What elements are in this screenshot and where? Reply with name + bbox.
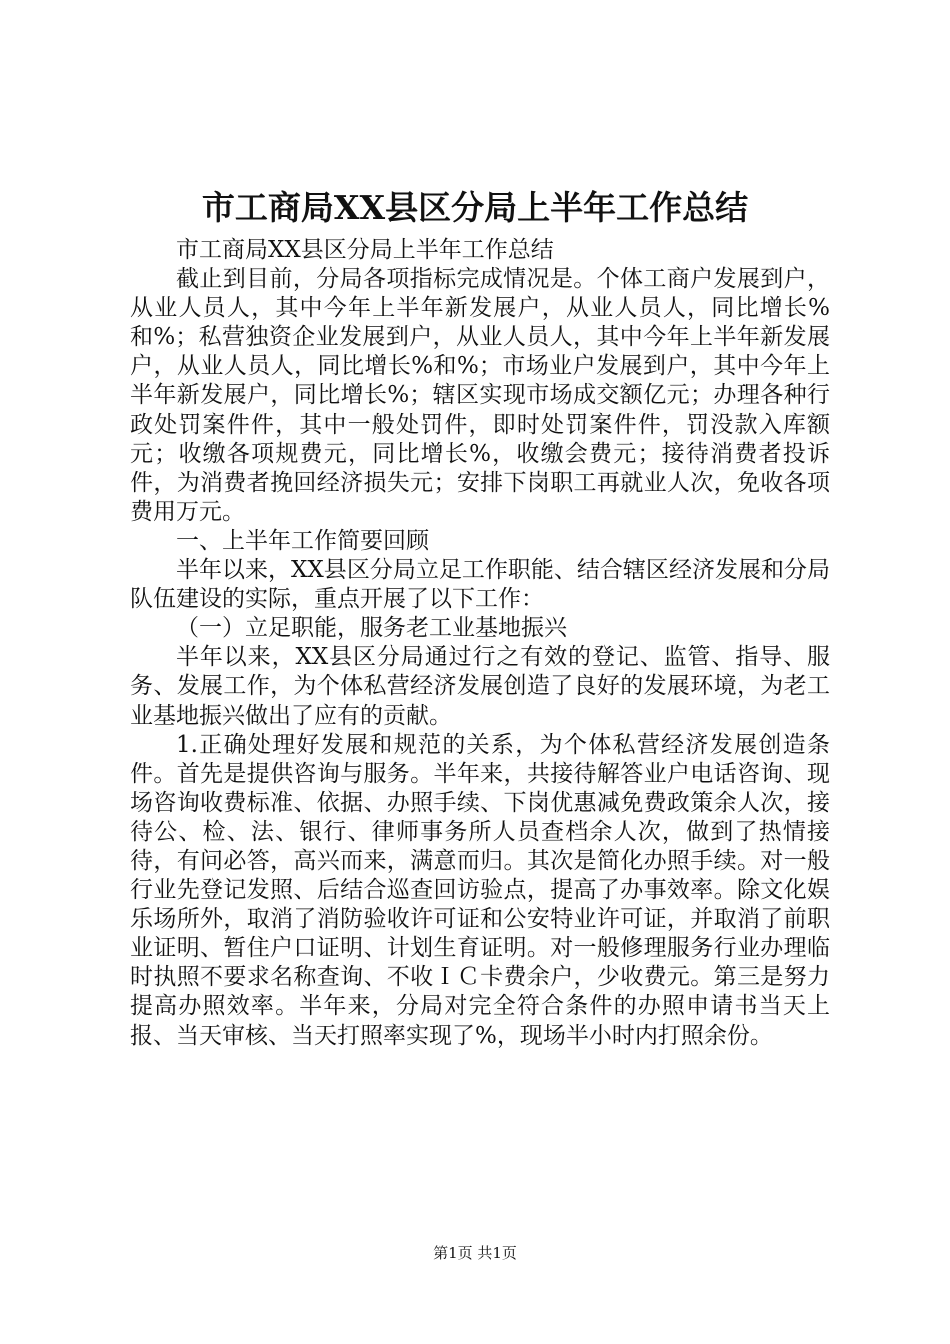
section-heading-review: 一、上半年工作简要回顾 [176, 527, 429, 554]
paragraph-item-1: 1.正确处理好发展和规范的关系，为个体私营经济发展创造条件。首先是提供咨询与服务。半年来，共接待解答业户电话咨询、现场咨询收费标准、依据、办照手续、下岗优惠减免费政策余人次，接待公、检、法、银行、律师事务所人员查档余人次，做到了热情接待，有问必答，高兴而来，满意而归。其次是简化办照手续。对一般行业先登记发照、后结合巡查回访验点，提高了办事效率。除文化娱乐场所外，取消了消防验收许可证和公安特业许可证，并取消了前职业证明、暂住户口证明、计划生育证明。对一般修理服务行业办理临时执照不要求名称查询、不收ＩＣ卡费余户，少收费元。第三是努力提高办照效率。半年来，分局对完全符合条件的办照申请书当天上报、当天审核、当天打照率实现了%，现场半小时内打照余份。 [130, 731, 830, 1049]
document-body [130, 236, 830, 1051]
paragraph-intro: 半年以来，XX县区分局立足工作职能、结合辖区经济发展和分局队伍建设的实际，重点开展了以下工作： [130, 557, 830, 613]
paragraph-summary: 截止到目前，分局各项指标完成情况是。个体工商户发展到户，从业人员人，其中今年上半年新发展户，从业人员人，同比增长%和%；私营独资企业发展到户，从业人员人，其中今年上半年新发展户，从业人员人，同比增长%和%；市场业户发展到户，其中今年上半年新发展户，同比增长%；辖区实现市场成交额亿元；办理各种行政处罚案件件，其中一般处罚件，即时处罚案件件，罚没款入库额元；收缴各项规费元，同比增长%，收缴会费元；接待消费者投诉件，为消费者挽回经济损失元；安排下岗职工再就业人次，免收各项费用万元。 [130, 266, 830, 525]
page-footer: 第1页 共1页 [433, 1244, 517, 1262]
document-title: 市工商局XX县区分局上半年工作总结 [201, 188, 749, 227]
paragraph-subtitle: 市工商局XX县区分局上半年工作总结 [176, 237, 554, 263]
paragraph-subsection-1: 半年以来，XX县区分局通过行之有效的登记、监管、指导、服务、发展工作，为个体私营经济发展创造了良好的发展环境，为老工业基地振兴做出了应有的贡献。 [130, 644, 830, 729]
subsection-heading-1: （一）立足职能，服务老工业基地振兴 [176, 615, 567, 642]
